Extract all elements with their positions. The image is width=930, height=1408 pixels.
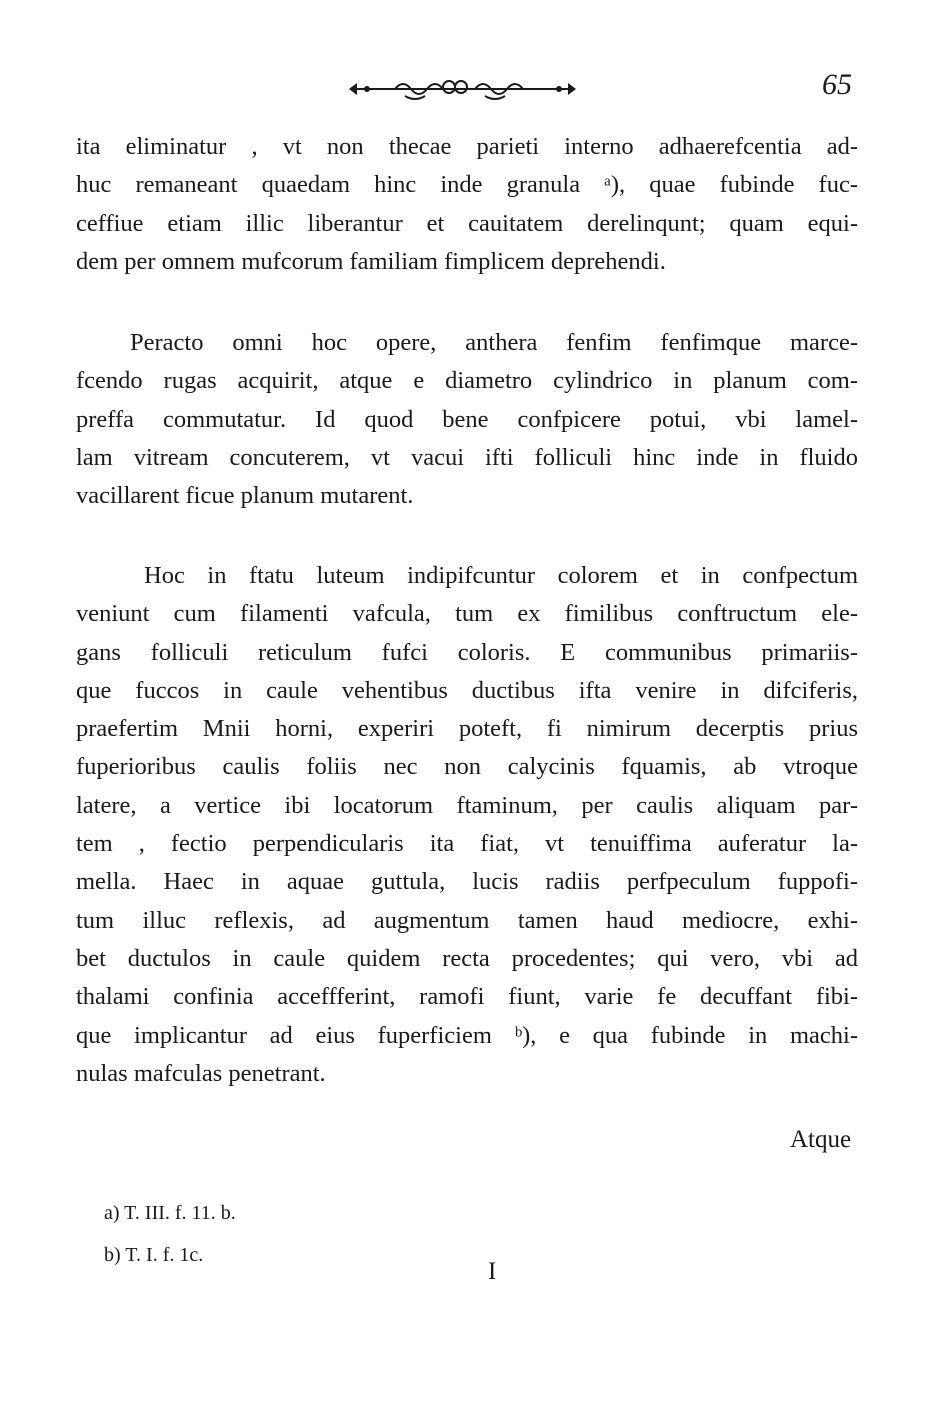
footnote-b: b) T. I. f. 1c. bbox=[104, 1244, 204, 1266]
decorative-vine-ornament-icon bbox=[345, 74, 580, 104]
text-line: gans folliculi reticulum fufci coloris. E communibus primariis- bbox=[76, 638, 858, 666]
text-line: bet ductulos in caule quidem recta procedentes; qui vero, vbi ad bbox=[76, 944, 858, 972]
text-line: latere, a vertice ibi locatorum ftaminum, per caulis aliquam par- bbox=[76, 791, 858, 819]
text-line: lam vitream concuterem, vt vacui ifti folliculi hinc inde in fluido bbox=[76, 443, 858, 471]
text-line: Hoc in ftatu luteum indipifcuntur colorem et in confpectum bbox=[144, 562, 858, 589]
text-line: mella. Haec in aquae guttula, lucis radiis perfpeculum fuppofi- bbox=[76, 868, 858, 896]
paragraph-3 bbox=[76, 557, 858, 1093]
footnotes bbox=[104, 1192, 236, 1276]
text-line: praefertim Mnii horni, experiri poteft, fi nimirum decerptis prius bbox=[76, 715, 858, 743]
paragraph-2 bbox=[76, 324, 858, 515]
text-line: que implicantur ad eius fuperficiem ᵇ), e qua fubinde in machi- bbox=[76, 1021, 858, 1049]
text-line: preffa commutatur. Id quod bene confpicere potui, vbi lamel- bbox=[76, 405, 858, 433]
page-number: 65 bbox=[822, 68, 852, 101]
text-line: fcendo rugas acquirit, atque e diametro cylindrico in planum com- bbox=[76, 367, 858, 395]
catchword: Atque bbox=[790, 1126, 852, 1153]
signature-mark: I bbox=[488, 1258, 497, 1285]
text-line: que fuccos in caule vehentibus ductibus ifta venire in difciferis, bbox=[76, 676, 858, 704]
text-line: Peracto omni hoc opere, anthera fenfim fenfimque marce- bbox=[130, 329, 858, 356]
footnote-a: a) T. III. f. 11. b. bbox=[104, 1202, 236, 1224]
text-line: dem per omnem mufcorum familiam fimplicem deprehendi. bbox=[76, 247, 666, 275]
text-line: fuperioribus caulis foliis nec non calycinis fquamis, ab vtroque bbox=[76, 753, 858, 781]
text-line: vacillarent ficue planum mutarent. bbox=[76, 482, 414, 510]
text-line: ita eliminatur , vt non thecae parieti interno adhaerefcentia ad- bbox=[76, 133, 858, 160]
text-line: thalami confinia acceffferint, ramofi fiunt, varie fe decuffant fibi- bbox=[76, 983, 858, 1011]
text-line: nulas mafculas penetrant. bbox=[76, 1059, 326, 1087]
text-line: tem , fectio perpendicularis ita fiat, vt tenuiffima auferatur la- bbox=[76, 830, 858, 858]
text-line: veniunt cum filamenti vafcula, tum ex fimilibus conftructum ele- bbox=[76, 600, 858, 628]
text-line: ceffiue etiam illic liberantur et cauitatem derelinqunt; quam equi- bbox=[76, 209, 858, 237]
text-line: tum illuc reflexis, ad augmentum tamen haud mediocre, exhi- bbox=[76, 906, 858, 934]
text-line: huc remaneant quaedam hinc inde granula ᵃ), quae fubinde fuc- bbox=[76, 171, 858, 199]
paragraph-1 bbox=[76, 128, 858, 281]
